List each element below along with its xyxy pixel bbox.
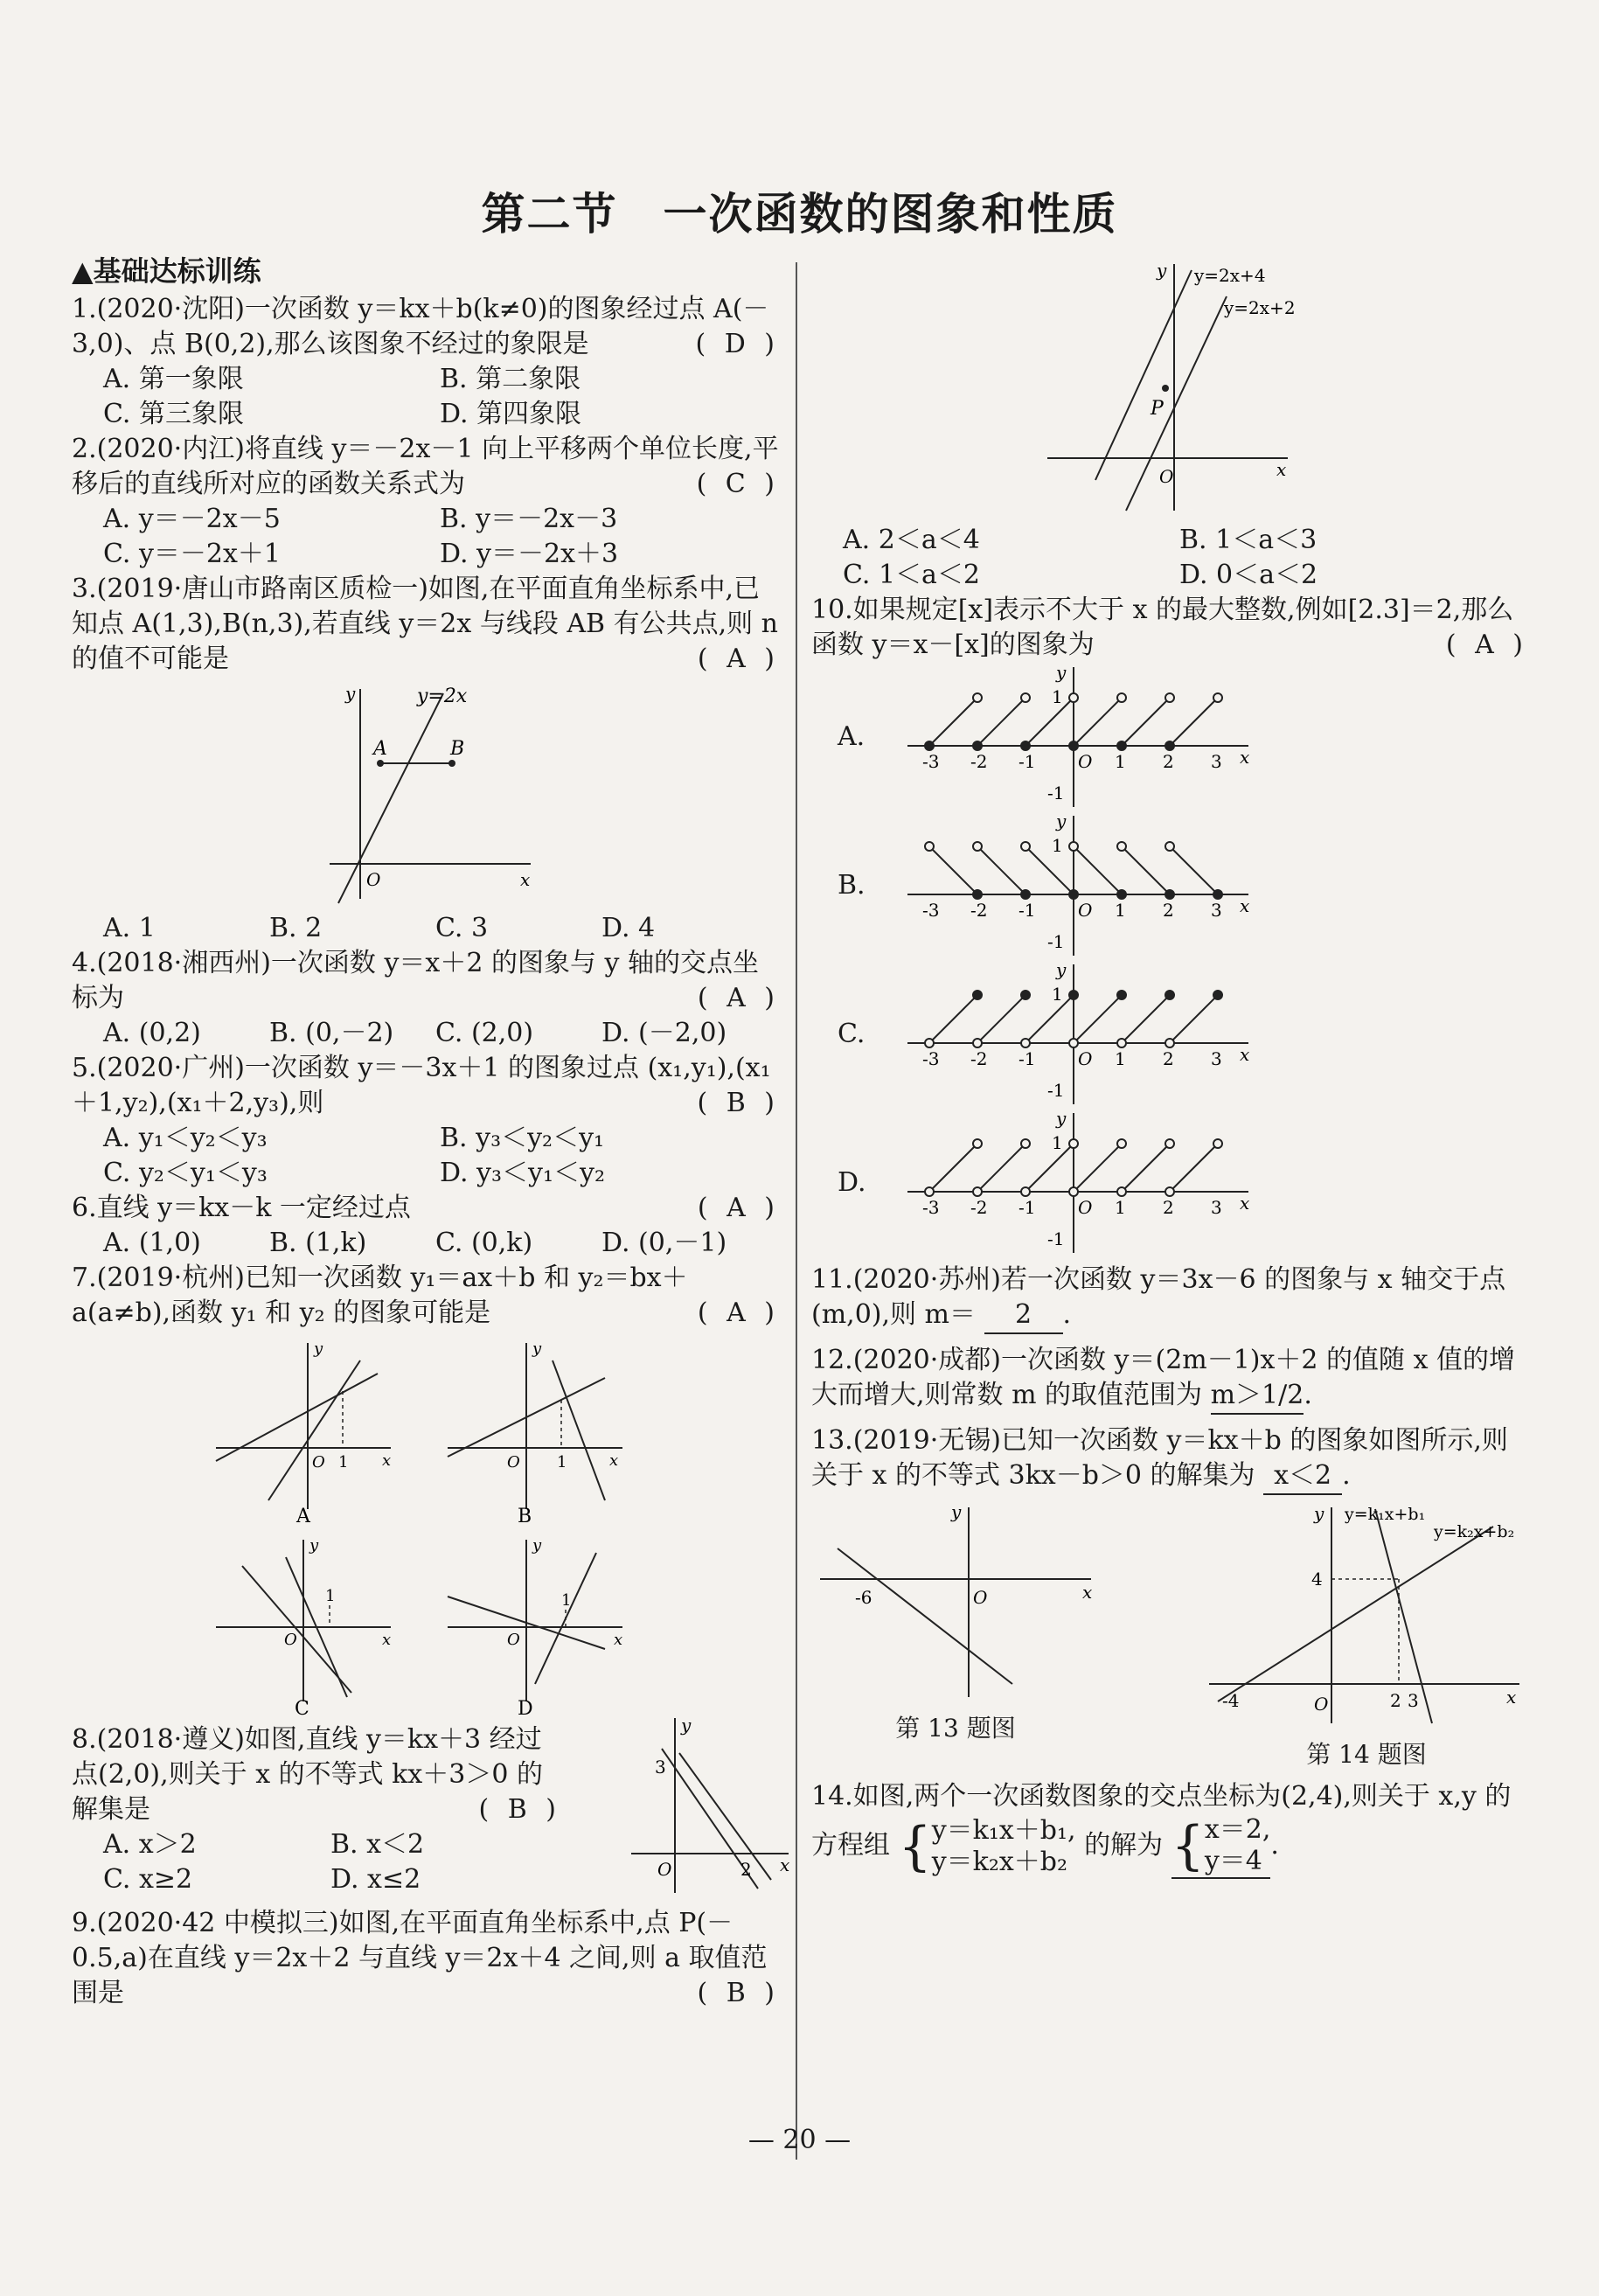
q8-opt-a: A. x＞2: [103, 1829, 197, 1860]
svg-text:3: 3: [1211, 900, 1222, 921]
q8-figure: [627, 1714, 793, 1897]
svg-text:y: y: [1157, 260, 1167, 281]
q10-graph-d: [890, 1109, 1257, 1257]
svg-text:y: y: [1056, 663, 1067, 683]
q8-opt-c: C. x≥2: [103, 1864, 193, 1895]
svg-text:-4: -4: [1222, 1690, 1240, 1711]
q8-text: 8.(2018·遵义)如图,直线 y＝kx＋3 经过点(2,0),则关于 x 的不等式 kx＋3＞0 的解集是: [72, 1724, 543, 1825]
q13-blank: x＜2: [1263, 1458, 1342, 1495]
q10-graph-b: [890, 811, 1257, 960]
q13-caption: 第 13 题图: [895, 1714, 1016, 1743]
q3-origin: O: [366, 869, 381, 890]
q7-answer: ( A ): [697, 1298, 780, 1328]
svg-text:3: 3: [1211, 1197, 1222, 1218]
svg-text:x: x: [382, 1631, 392, 1649]
q3-opt-b: B. 2: [269, 913, 323, 943]
section-heading: ▲基础达标训练: [72, 254, 261, 288]
q14-figure: [1205, 1500, 1528, 1728]
svg-text:y: y: [951, 1501, 962, 1522]
svg-text:-3: -3: [922, 1197, 940, 1218]
svg-text:1: 1: [1052, 1132, 1063, 1153]
svg-text:1: 1: [325, 1587, 336, 1605]
q3-text: 3.(2019·唐山市路南区质检一)如图,在平面直角坐标系中,已知点 A(1,3),B(n,3),若直线 y＝2x 与线段 AB 有公共点,则 n 的值不可能是: [72, 574, 778, 674]
q10-label-d: D.: [838, 1167, 866, 1198]
svg-text:x: x: [1240, 895, 1250, 916]
svg-text:x: x: [382, 1451, 392, 1470]
q11-blank: 2: [984, 1298, 1063, 1334]
question-2: [72, 432, 780, 572]
question-8: [72, 1715, 790, 1897]
column-divider: [796, 262, 797, 2160]
svg-text:O: O: [312, 1453, 325, 1472]
svg-text:1: 1: [1115, 900, 1126, 921]
q7-graph-d: [448, 1536, 622, 1719]
q6-opt-c: C. (0,k): [435, 1228, 533, 1258]
q7-graph-b: [448, 1339, 622, 1527]
q6-opt-a: A. (1,0): [103, 1228, 201, 1258]
svg-text:-2: -2: [970, 900, 988, 921]
q1-answer: ( D ): [695, 329, 780, 359]
q4-text: 4.(2018·湘西州)一次函数 y＝x＋2 的图象与 y 轴的交点坐标为: [72, 948, 759, 1013]
q1-opt-c: C. 第三象限: [103, 399, 244, 429]
q14-system-2: y＝k₂x＋b₂: [931, 1847, 1068, 1877]
svg-text:1: 1: [1052, 686, 1063, 707]
svg-text:P: P: [1151, 398, 1164, 420]
q6-text: 6.直线 y＝kx－k 一定经过点: [72, 1193, 411, 1223]
q7-figure: [198, 1334, 653, 1719]
q11-text: 11.(2020·苏州)若一次函数 y＝3x－6 的图象与 x 轴交于点(m,0),则 m＝: [811, 1264, 1506, 1330]
svg-text:O: O: [507, 1631, 520, 1649]
question-3: [72, 572, 780, 946]
q9-text: 9.(2020·42 中模拟三)如图,在平面直角坐标系中,点 P(－0.5,a)在直线 y＝2x＋2 与直线 y＝2x＋4 之间,则 a 取值范围是: [72, 1908, 768, 2008]
q5-answer: ( B ): [697, 1088, 780, 1118]
svg-text:y: y: [309, 1536, 319, 1555]
svg-text:y=k₂x+b₂: y=k₂x+b₂: [1434, 1522, 1515, 1541]
svg-text:-1: -1: [1047, 783, 1065, 804]
svg-text:O: O: [1078, 751, 1093, 772]
q6-opt-d: D. (0,－1): [601, 1228, 727, 1258]
q7-graph-a: [216, 1339, 391, 1527]
svg-text:y: y: [681, 1715, 692, 1736]
question-7: [72, 1261, 780, 1719]
q5-opt-d: D. y₃＜y₁＜y₂: [440, 1158, 605, 1188]
svg-text:3: 3: [1211, 1048, 1222, 1069]
q3-line: [338, 693, 443, 903]
svg-text:1: 1: [1115, 751, 1126, 772]
svg-text:2: 2: [1390, 1690, 1401, 1711]
svg-text:x: x: [1240, 1193, 1250, 1214]
svg-text:-3: -3: [922, 900, 940, 921]
svg-text:1: 1: [557, 1453, 567, 1472]
q4-opt-b: B. (0,－2): [269, 1018, 394, 1048]
svg-text:-1: -1: [1018, 751, 1036, 772]
svg-text:O: O: [657, 1859, 672, 1880]
q10-label-c: C.: [838, 1019, 866, 1049]
svg-text:-2: -2: [970, 1197, 988, 1218]
q10-graph-a: [890, 663, 1257, 811]
svg-text:y: y: [532, 1536, 542, 1555]
q9-opt-a: A. 2＜a＜4: [843, 525, 980, 555]
svg-text:3: 3: [1408, 1690, 1419, 1711]
q9-figure: [1039, 257, 1301, 519]
svg-text:1: 1: [338, 1453, 349, 1472]
q1-opt-d: D. 第四象限: [440, 399, 582, 429]
q13-text: 13.(2019·无锡)已知一次函数 y＝kx＋b 的图象如图所示,则关于 x 的不等式 3kx－b＞0 的解集为: [811, 1425, 1508, 1491]
svg-text:4: 4: [1311, 1569, 1323, 1590]
q9-opt-c: C. 1＜a＜2: [843, 560, 981, 590]
svg-text:O: O: [507, 1453, 520, 1472]
svg-text:y=2x+2: y=2x+2: [1224, 297, 1296, 318]
figures-13-14: [811, 1500, 1528, 1772]
q7-label-b: B: [518, 1506, 532, 1527]
q2-answer: ( C ): [696, 469, 780, 499]
svg-text:3: 3: [655, 1757, 666, 1778]
svg-text:y: y: [314, 1339, 323, 1358]
svg-text:x: x: [614, 1631, 623, 1649]
q10-label-a: A.: [838, 721, 866, 752]
svg-text:-1: -1: [1018, 900, 1036, 921]
svg-text:1: 1: [1052, 835, 1063, 856]
q10-graphs: [811, 663, 1528, 1257]
q2-text: 2.(2020·内江)将直线 y＝－2x－1 向上平移两个单位长度,平移后的直线所对应的函数关系式为: [72, 434, 779, 499]
q3-x-label: x: [520, 869, 531, 890]
q1-opt-a: A. 第一象限: [103, 364, 244, 394]
q10-label-b: B.: [838, 870, 866, 901]
svg-text:-3: -3: [922, 751, 940, 772]
svg-text:2: 2: [1163, 1197, 1174, 1218]
q8-opt-b: B. x＜2: [330, 1829, 425, 1860]
svg-text:O: O: [1078, 1048, 1093, 1069]
q7-label-c: C: [295, 1698, 309, 1719]
q3-answer: ( A ): [697, 644, 780, 674]
svg-text:y: y: [1056, 811, 1067, 831]
q3-label-b: B: [450, 738, 465, 760]
svg-text:-1: -1: [1047, 1228, 1065, 1249]
q3-y-label: y: [345, 683, 356, 704]
right-column: [811, 254, 1528, 1879]
question-12: 12.(2020·成都)一次函数 y＝(2m－1)x＋2 的值随 x 值的增大而增大,则常数 m 的取值范围为 m＞1/2.: [811, 1343, 1528, 1415]
svg-text:O: O: [1159, 466, 1174, 487]
q4-opt-a: A. (0,2): [103, 1018, 201, 1048]
q6-opt-b: B. (1,k): [269, 1228, 367, 1258]
q8-answer: ( B ): [478, 1794, 561, 1825]
q3-line-label: y=2x: [417, 685, 468, 707]
q7-label-d: D: [518, 1698, 533, 1719]
svg-text:x: x: [1506, 1687, 1517, 1708]
svg-text:y: y: [1056, 960, 1067, 980]
svg-text:y: y: [1056, 1109, 1067, 1129]
svg-text:O: O: [284, 1631, 297, 1649]
svg-text:y=k₁x+b₁: y=k₁x+b₁: [1345, 1505, 1426, 1524]
question-1: [72, 292, 780, 432]
q14-solution-2: y＝4: [1204, 1846, 1262, 1876]
q7-text: 7.(2019·杭州)已知一次函数 y₁＝ax＋b 和 y₂＝bx＋a(a≠b),函数 y₁ 和 y₂ 的图象可能是: [72, 1263, 688, 1328]
q3-label-a: A: [373, 738, 387, 760]
q4-opt-c: C. (2,0): [435, 1018, 534, 1048]
question-4: [72, 946, 780, 1051]
question-9: [72, 1906, 780, 2011]
q2-opt-d: D. y＝－2x＋3: [440, 539, 619, 569]
svg-text:-6: -6: [855, 1587, 872, 1608]
q10-option-b: [811, 811, 1528, 960]
q3-opt-a: A. 1: [103, 913, 156, 943]
svg-text:y: y: [1314, 1503, 1324, 1524]
q7-graph-c: [216, 1536, 391, 1719]
svg-text:-2: -2: [970, 751, 988, 772]
q2-opt-c: C. y＝－2x＋1: [103, 539, 281, 569]
q2-opt-b: B. y＝－2x－3: [440, 504, 618, 534]
svg-text:-1: -1: [1047, 1080, 1065, 1101]
svg-text:-1: -1: [1018, 1197, 1036, 1218]
q9-answer: ( B ): [697, 1978, 780, 2008]
q3-figure: [312, 680, 539, 908]
q10-answer: ( A ): [1445, 630, 1528, 660]
svg-text:x: x: [609, 1451, 619, 1470]
q14-text: 14.如图,两个一次函数图象的交点坐标为(2,4),则关于 x,y 的方程组: [811, 1781, 1512, 1861]
svg-text:x: x: [1240, 747, 1250, 768]
svg-text:-1: -1: [1018, 1048, 1036, 1069]
q8-opt-d: D. x≤2: [330, 1864, 421, 1895]
svg-text:O: O: [973, 1587, 988, 1608]
svg-text:1: 1: [561, 1591, 572, 1610]
svg-text:1: 1: [1115, 1197, 1126, 1218]
page-title: 第二节 一次函数的图象和性质: [481, 188, 1118, 240]
q10-text: 10.如果规定[x]表示不大于 x 的最大整数,例如[2.3]＝2,那么函数 y＝x－[x]的图象为: [811, 595, 1514, 660]
q10-option-d: [811, 1109, 1528, 1257]
q14-system-1: y＝k₁x＋b₁,: [931, 1815, 1076, 1846]
q5-opt-b: B. y₃＜y₂＜y₁: [440, 1123, 605, 1153]
svg-text:x: x: [1082, 1582, 1093, 1603]
svg-text:y=2x+4: y=2x+4: [1194, 265, 1266, 286]
question-11: 11.(2020·苏州)若一次函数 y＝3x－6 的图象与 x 轴交于点(m,0),则 m＝ 2 .: [811, 1263, 1528, 1334]
svg-text:-3: -3: [922, 1048, 940, 1069]
q10-option-a: [811, 663, 1528, 811]
svg-text:x: x: [1240, 1044, 1250, 1065]
svg-text:O: O: [1078, 1197, 1093, 1218]
q5-opt-a: A. y₁＜y₂＜y₃: [103, 1123, 268, 1153]
svg-text:-2: -2: [970, 1048, 988, 1069]
svg-text:O: O: [1078, 900, 1093, 921]
q1-opt-b: B. 第二象限: [440, 364, 581, 394]
q5-text: 5.(2020·广州)一次函数 y＝－3x＋1 的图象过点 (x₁,y₁),(x₁＋1,y₂),(x₁＋2,y₃),则: [72, 1053, 771, 1118]
svg-text:3: 3: [1211, 751, 1222, 772]
svg-text:2: 2: [1163, 900, 1174, 921]
q14-mid: 的解为: [1084, 1830, 1164, 1861]
q3-opt-d: D. 4: [601, 913, 656, 943]
svg-text:y: y: [532, 1339, 542, 1358]
svg-text:1: 1: [1115, 1048, 1126, 1069]
svg-text:x: x: [780, 1854, 790, 1875]
q4-opt-d: D. (－2,0): [601, 1018, 727, 1048]
svg-text:2: 2: [1163, 1048, 1174, 1069]
svg-text:x: x: [1276, 459, 1287, 480]
q10-graph-c: [890, 960, 1257, 1109]
question-10: [811, 593, 1528, 1257]
q14-caption: 第 14 题图: [1306, 1740, 1427, 1769]
question-13: 13.(2019·无锡)已知一次函数 y＝kx＋b 的图象如图所示,则关于 x 的不等式 3kx－b＞0 的解集为 x＜2 .: [811, 1423, 1528, 1495]
q7-label-a: A: [296, 1506, 310, 1527]
q1-text: 1.(2020·沈阳)一次函数 y＝kx＋b(k≠0)的图象经过点 A(－3,0)、点 B(0,2),那么该图象不经过的象限是: [72, 294, 769, 359]
q2-opt-a: A. y＝－2x－5: [103, 504, 281, 534]
svg-text:2: 2: [740, 1859, 752, 1880]
question-14: 14.如图,两个一次函数图象的交点坐标为(2,4),则关于 x,y 的方程组 { y＝k₁x＋b₁, y＝k₂x＋b₂ 的解为 { x＝2, y＝4 .: [811, 1781, 1512, 1877]
q10-option-c: [811, 960, 1528, 1109]
svg-text:2: 2: [1163, 751, 1174, 772]
question-5: [72, 1051, 780, 1191]
q5-opt-c: C. y₂＜y₁＜y₃: [103, 1158, 268, 1188]
svg-text:-1: -1: [1047, 931, 1065, 952]
svg-text:O: O: [1314, 1694, 1329, 1715]
page-number: — 20 —: [747, 2125, 852, 2155]
left-column: [72, 254, 790, 2011]
q12-blank: m＞1/2: [1211, 1378, 1304, 1415]
svg-text:1: 1: [1052, 984, 1063, 1005]
q12-text: 12.(2020·成都)一次函数 y＝(2m－1)x＋2 的值随 x 值的增大而增大,则常数 m 的取值范围为: [811, 1345, 1516, 1410]
q13-figure: [811, 1500, 1100, 1701]
q9-opt-d: D. 0＜a＜2: [1179, 560, 1318, 590]
q14-solution-1: x＝2,: [1204, 1814, 1271, 1845]
q3-opt-c: C. 3: [435, 913, 489, 943]
question-6: [72, 1191, 780, 1261]
q6-answer: ( A ): [697, 1193, 780, 1223]
q9-opt-b: B. 1＜a＜3: [1179, 525, 1317, 555]
q4-answer: ( A ): [697, 983, 780, 1013]
